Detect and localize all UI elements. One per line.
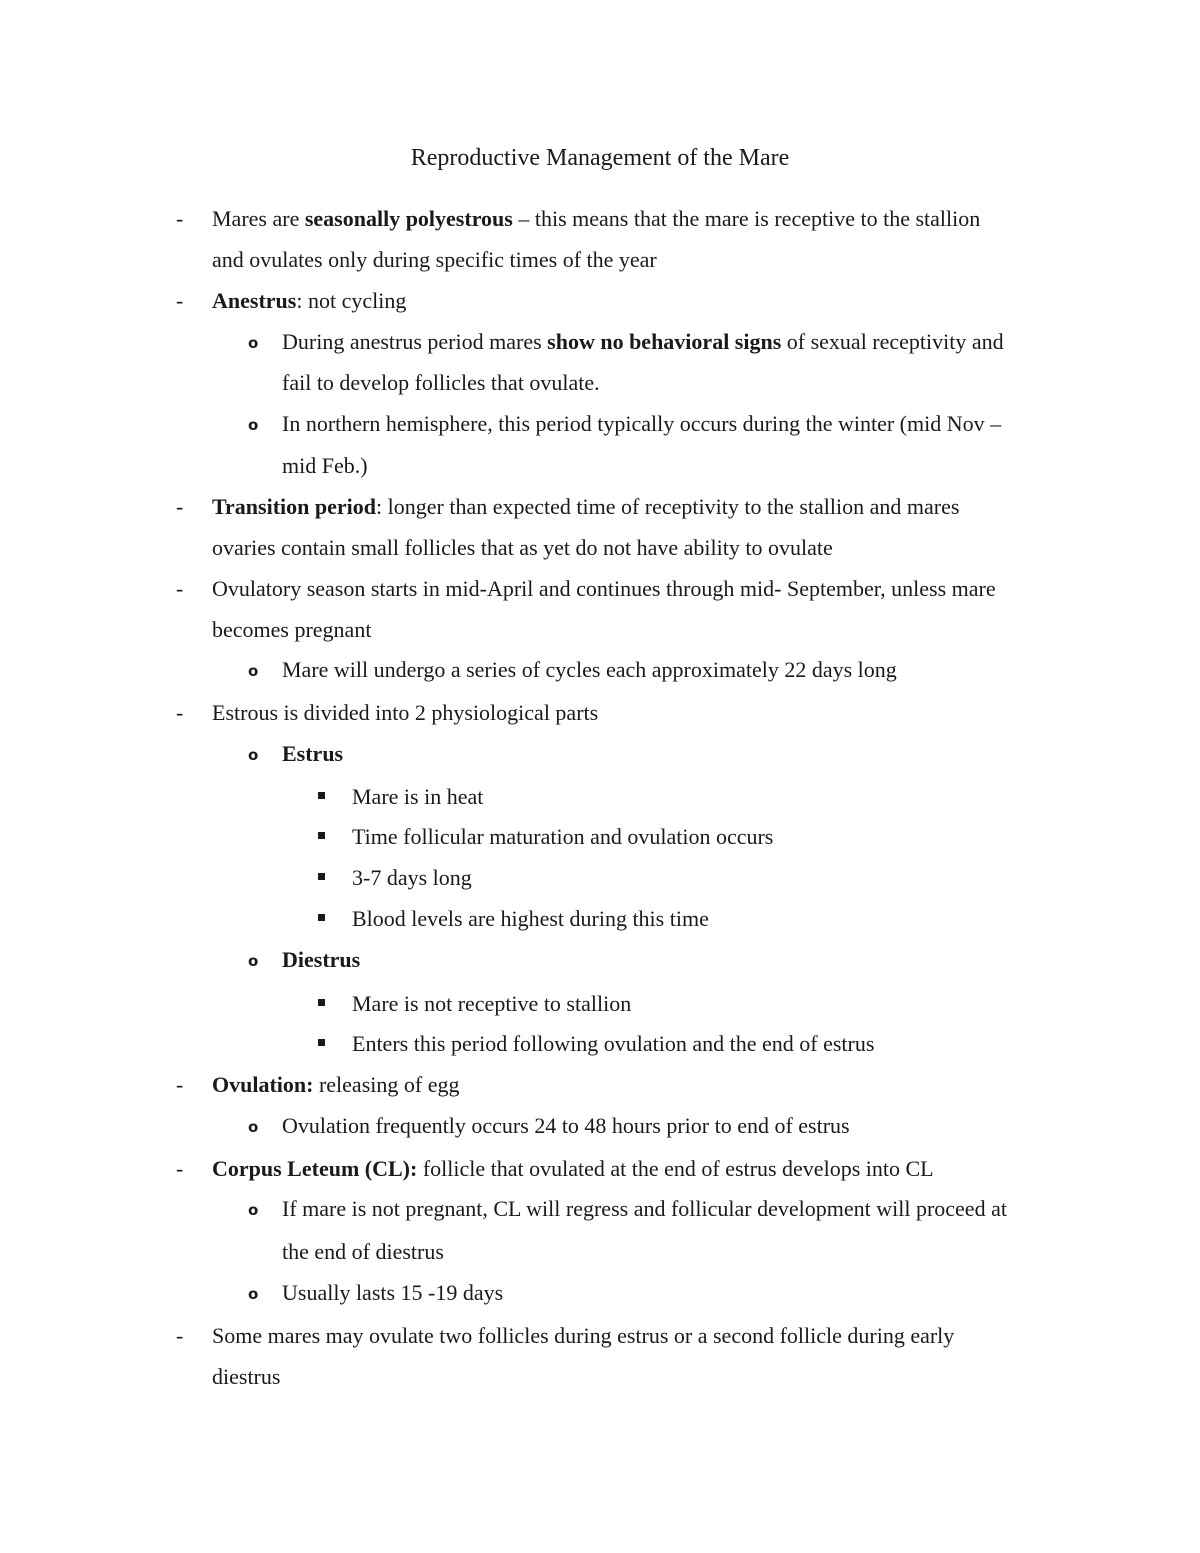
list-item: Some mares may ovulate two follicles during estrus or a second follicle during early (212, 1323, 955, 1348)
circle-bullet: o (248, 334, 259, 352)
sub-list-item-continuation: fail to develop follicles that ovulate. (282, 370, 600, 395)
circle-bullet: o (248, 1201, 259, 1219)
sub-sub-list-item: Enters this period following ovulation and the end of estrus (352, 1031, 875, 1056)
square-bullet (318, 1039, 325, 1046)
list-item-continuation: diestrus (212, 1364, 281, 1389)
square-bullet (318, 914, 325, 921)
sub-sub-list-item: Mare is not receptive to stallion (352, 991, 632, 1016)
list-item: Estrous is divided into 2 physiological parts (212, 700, 599, 725)
sub-sub-list-item: Mare is in heat (352, 784, 484, 809)
list-item-continuation: and ovulates only during specific times of the year (212, 247, 657, 272)
circle-bullet: o (248, 1285, 259, 1303)
square-bullet (318, 792, 325, 799)
circle-bullet: o (248, 662, 259, 680)
square-bullet (318, 999, 325, 1006)
sub-list-item: In northern hemisphere, this period typically occurs during the winter (mid Nov – (282, 411, 1002, 436)
sub-list-item: If mare is not pregnant, CL will regress and follicular development will proceed at (282, 1196, 1007, 1221)
dash-bullet: - (176, 1156, 184, 1181)
dash-bullet: - (176, 700, 184, 725)
circle-bullet: o (248, 746, 259, 764)
sub-list-item: Estrus (282, 741, 344, 766)
dash-bullet: - (176, 1323, 184, 1348)
sub-list-item: Diestrus (282, 947, 361, 972)
dash-bullet: - (176, 494, 184, 519)
document-title: Reproductive Management of the Mare (410, 145, 790, 171)
circle-bullet: o (248, 952, 259, 970)
sub-list-item-continuation: mid Feb.) (282, 453, 368, 478)
list-item-continuation: becomes pregnant (212, 617, 372, 642)
sub-list-item: Usually lasts 15 -19 days (282, 1280, 504, 1305)
sub-list-item: During anestrus period mares show no behavioral signs of sexual receptivity and (282, 329, 1004, 354)
list-item: Corpus Leteum (CL): follicle that ovulated at the end of estrus develops into CL (212, 1156, 934, 1181)
list-item: Anestrus: not cycling (212, 288, 407, 313)
square-bullet (318, 873, 325, 880)
sub-list-item: Mare will undergo a series of cycles each approximately 22 days long (282, 657, 897, 682)
list-item: Ovulation: releasing of egg (212, 1072, 460, 1097)
sub-sub-list-item: Time follicular maturation and ovulation occurs (352, 824, 774, 849)
list-item-continuation: ovaries contain small follicles that as yet do not have ability to ovulate (212, 535, 833, 560)
list-item: Transition period: longer than expected time of receptivity to the stallion and mares (212, 494, 960, 519)
sub-list-item: Ovulation frequently occurs 24 to 48 hours prior to end of estrus (282, 1113, 850, 1138)
dash-bullet: - (176, 576, 184, 601)
circle-bullet: o (248, 416, 259, 434)
sub-sub-list-item: 3-7 days long (352, 865, 472, 890)
dash-bullet: - (176, 288, 184, 313)
sub-sub-list-item: Blood levels are highest during this time (352, 906, 709, 931)
list-item: Ovulatory season starts in mid-April and continues through mid- September, unless mare (212, 576, 996, 601)
circle-bullet: o (248, 1118, 259, 1136)
dash-bullet: - (176, 1072, 184, 1097)
list-item: Mares are seasonally polyestrous – this means that the mare is receptive to the stallion (212, 206, 981, 231)
square-bullet (318, 832, 325, 839)
sub-list-item-continuation: the end of diestrus (282, 1239, 444, 1264)
dash-bullet: - (176, 206, 184, 231)
